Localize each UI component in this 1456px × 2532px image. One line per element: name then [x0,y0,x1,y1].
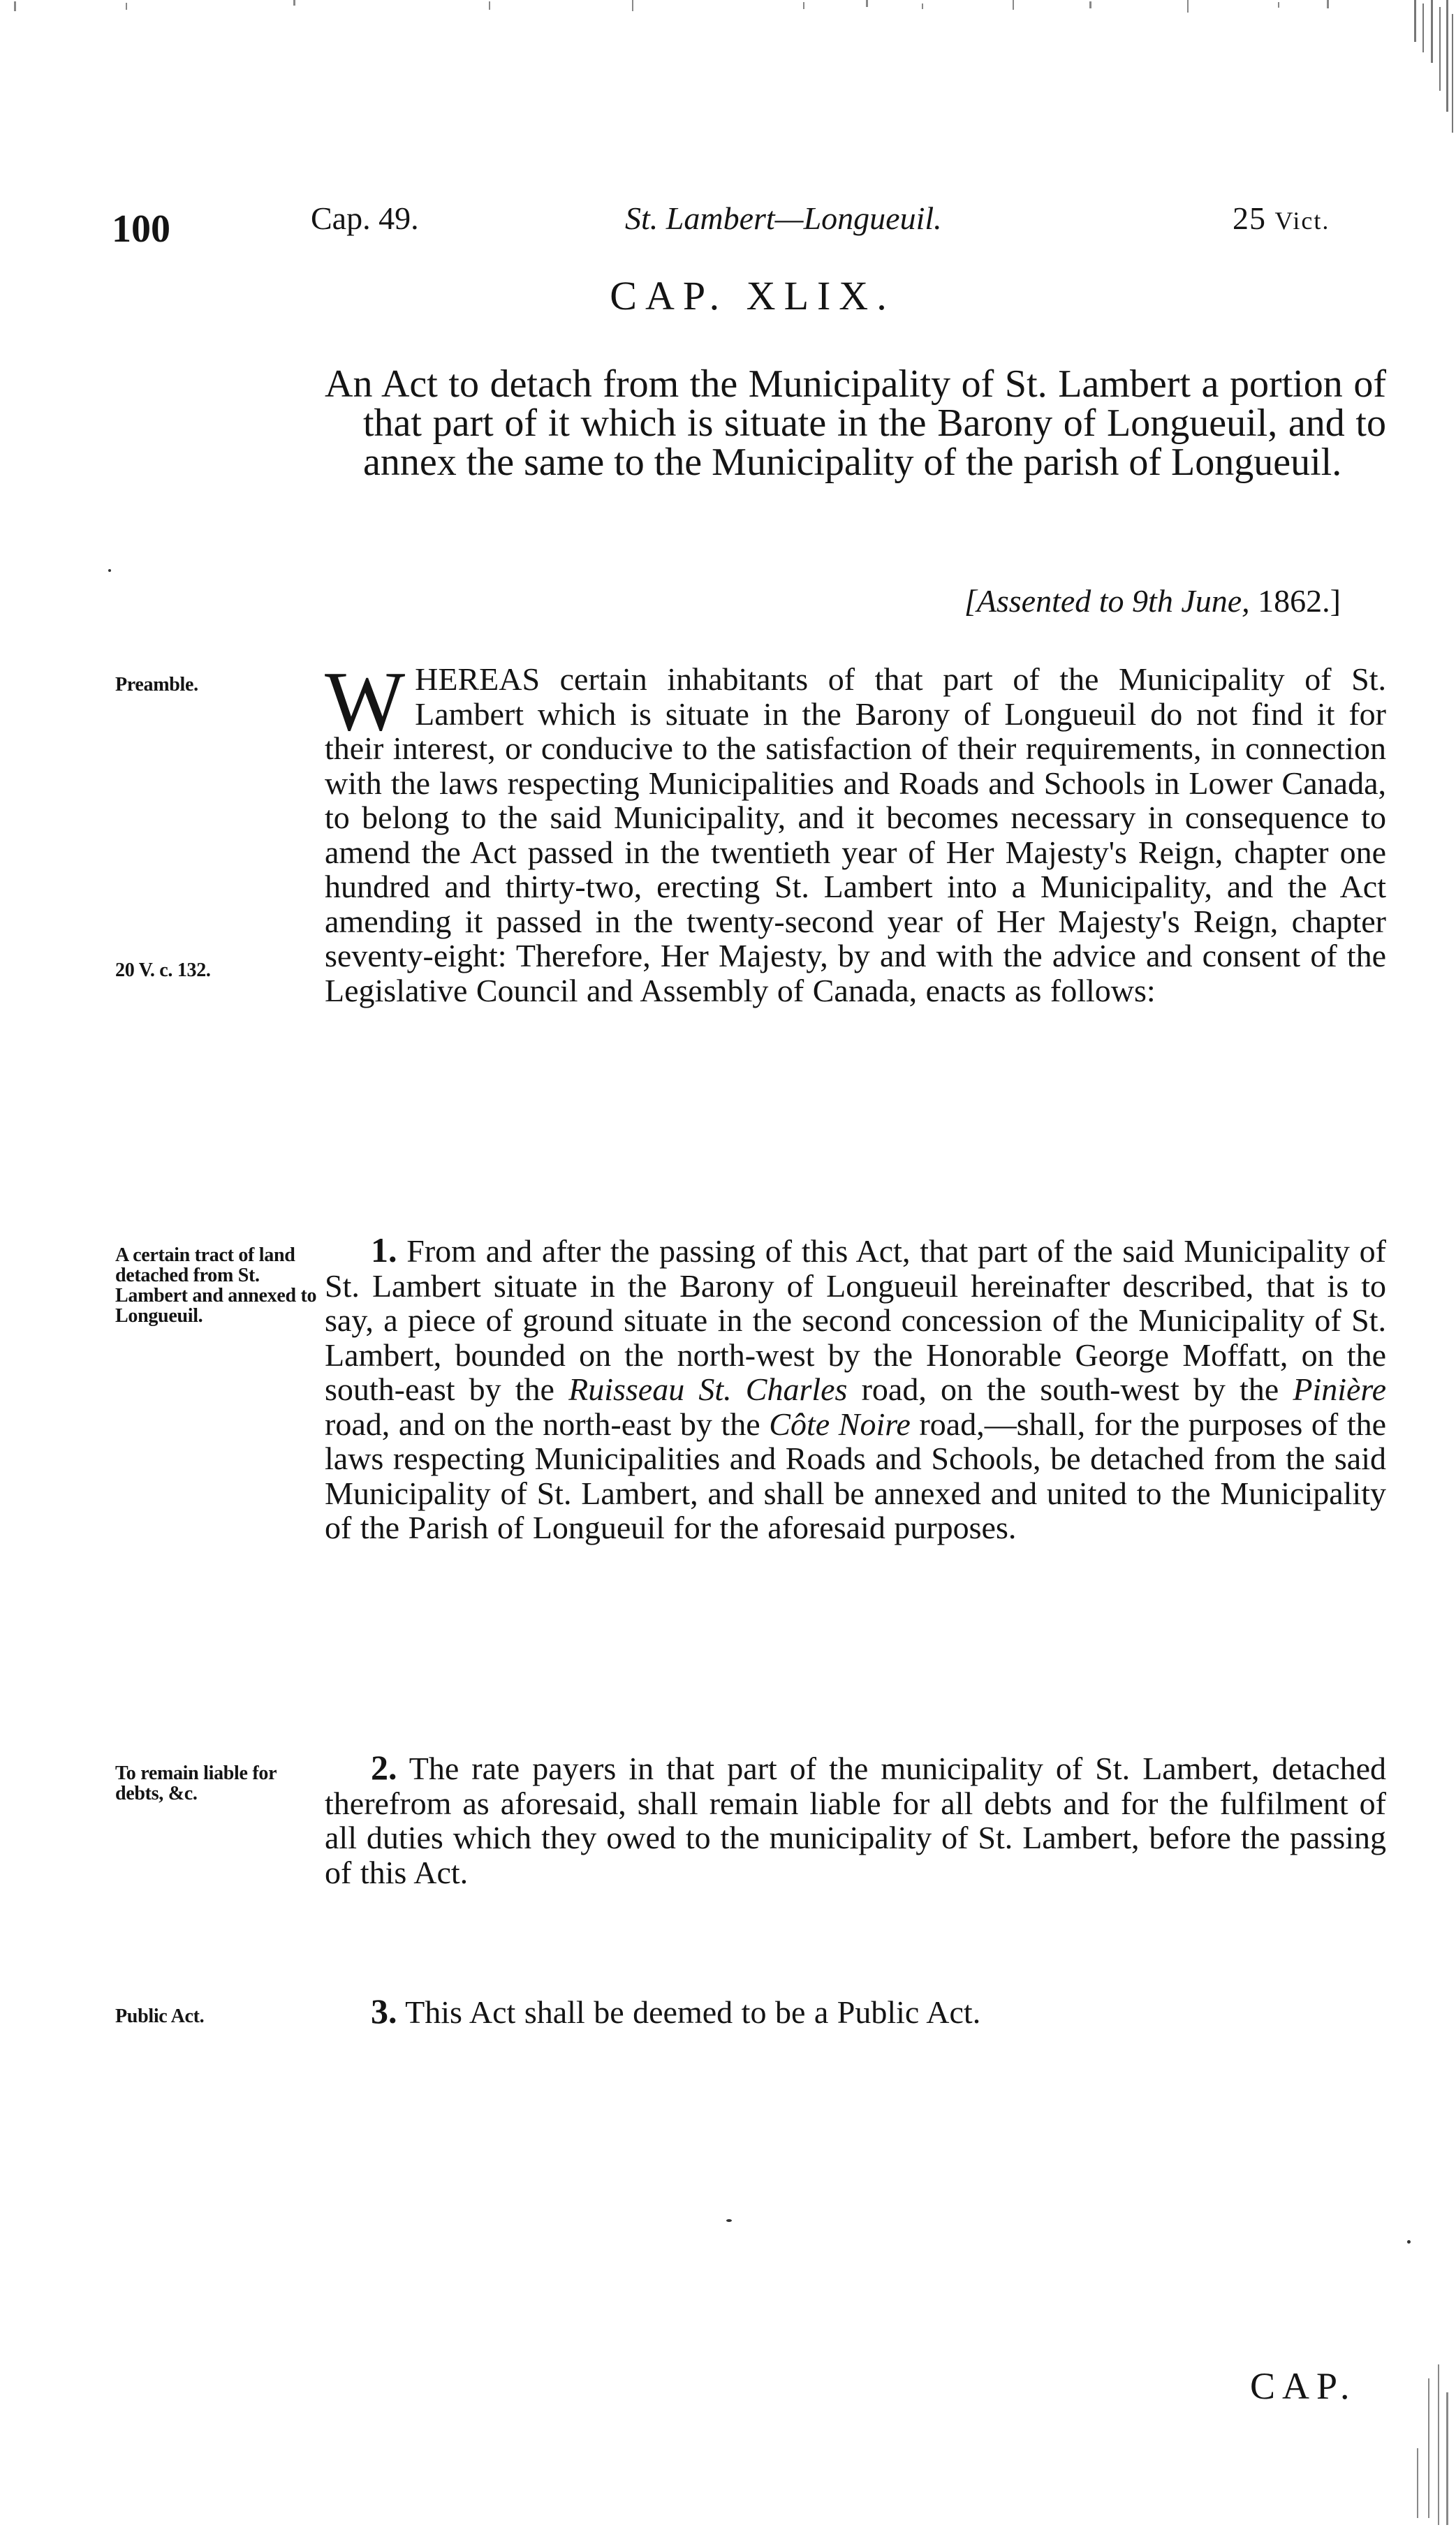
margin-note-section-1: A certain tract of land detached from St. Lambert and annexed to Longueuil. [115,1244,317,1327]
margin-note-reference: 20 V. c. 132. [115,959,211,981]
section-text: This Act shall be deemed to be a Public Act. [405,1994,981,2030]
long-title: An Act to detach from the Municipality of St. Lambert a portion of that part of it which is situate in the Barony of Longueuil, and to annex the same to the Municipality of the parish of Longueuil. [325,362,1386,484]
section-text: The rate payers in that part of the municipality of St. Lambert, detached therefrom as aforesaid, shall remain liable for all debts and for the fulfilment of all duties which they owed to the municipality of St. Lambert, before the passing of this Act. [325,1751,1387,1890]
margin-note-section-3: Public Act. [115,2005,205,2027]
section-text: road, on the south-west by the [861,1371,1279,1407]
stray-mark [108,569,111,572]
scan-noise-right [1407,0,1456,140]
margin-note-section-2: To remain liable for debts, &c. [115,1762,277,1804]
section-1 [325,1230,1387,1545]
regnal-year [1233,200,1330,236]
preamble-paragraph [325,654,1386,1008]
preamble-text: HEREAS certain inhabitants of that part of the Municipality of St. Lambert which is situate in the Barony of Longueuil do not find it for their interest, or conducive to the satisfaction of their requirements, in connection with the laws respecting Municipalities and Roads and Schools in Lower Canada, to belong to the said Municipality, and it becomes necessary in consequence to amend the Act passed in the twentieth year of Her Majesty's Reign, chapter one hundred and thirty-two, erecting St. Lambert into a Municipality, and the Act amending it passed in the twenty-second year of Her Majesty's Reign, chapter seventy-eight: Therefore, Her Majesty, by and with the advice and consent of the Legislative Council and Assembly of Canada, enacts as follows: [325,661,1386,1008]
stray-mark [726,2219,732,2222]
scan-noise-bottom-right [1407,2364,1456,2532]
section-text: road,—shall, for the purposes of the laws respecting Municipalities and Roads and Schools, be detached from the said Municipality of St. Lambert, and shall be annexed and united to the Municipality of the Parish of Longueuil for the aforesaid purposes. [325,1406,1387,1545]
section-text: road, and on the north-east by the [325,1406,760,1442]
place-name-cote-noire: Côte Noire [769,1406,911,1442]
regnal-year-number: 25 [1233,200,1266,236]
chapter-number: Cap. 49. [311,200,419,236]
place-name-piniere: Pinière [1293,1371,1387,1407]
regnal-year-suffix: Vict. [1274,207,1330,235]
cap-heading: CAP. XLIX. [610,273,895,318]
section-number: 1. [371,1230,397,1269]
assent-year: 1862.] [1258,583,1341,619]
section-2 [325,1748,1387,1890]
section-number: 3. [371,1992,397,2031]
assent-date: 9th June, [1132,583,1250,619]
section-3 [325,1994,1386,2030]
running-title: St. Lambert—Longueuil. [625,200,942,236]
assent-prefix: [Assented to [964,583,1124,619]
scan-noise-top [0,0,1456,28]
assent-line [0,585,1341,617]
drop-cap: W [325,654,406,749]
place-name-ruisseau: Ruisseau St. Charles [568,1371,848,1407]
catchword: CAP. [1250,2365,1357,2407]
stray-mark [1407,2240,1411,2244]
margin-note-preamble: Preamble. [115,674,198,695]
section-number: 2. [371,1748,397,1787]
page-number: 100 [112,207,170,251]
section-text: From and after the passing of this Act, that part of the said Municipality of St. Lambert situate in the Barony of Longueuil hereinafter described, that is to say, a piece of ground situate in the second concession of the Municipality of St. Lambert, bounded on the north-west by the Honorable George Moffatt, on the south-east by the [325,1233,1386,1407]
